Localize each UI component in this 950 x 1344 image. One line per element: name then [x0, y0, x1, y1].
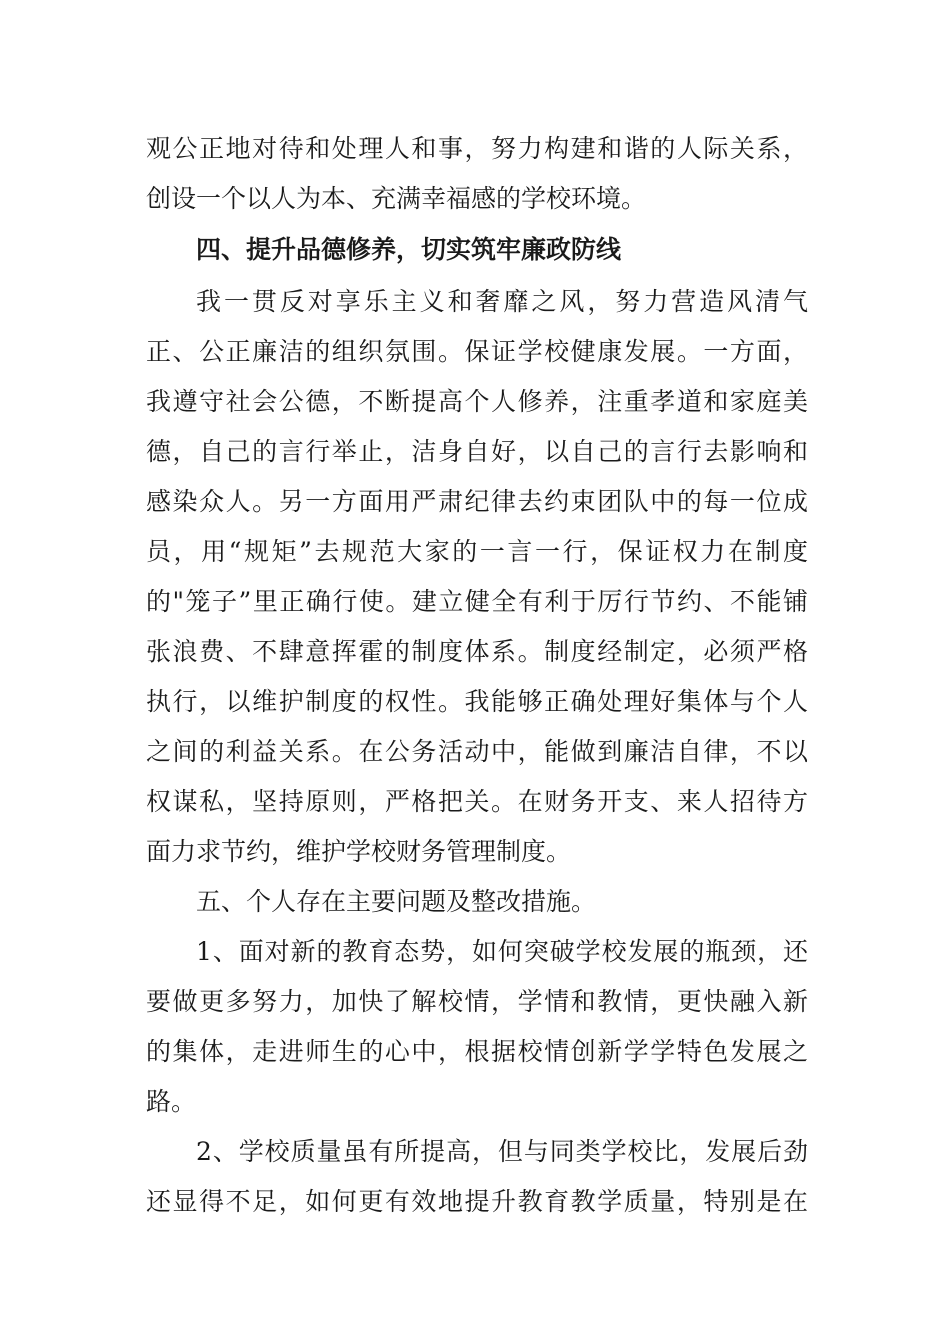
text-line: 还显得不足，如何更有效地提升教育教学质量，特别是在 — [146, 1187, 808, 1216]
text-line: 的"笼子”里正确行使。建立健全有利于厉行节约、不能铺 — [146, 587, 808, 616]
text-line: 2、学校质量虽有所提高，但与同类学校比，发展后劲 — [196, 1137, 808, 1166]
text-line: 执行，以维护制度的权性。我能够正确处理好集体与个人 — [146, 687, 808, 716]
text-line: 之间的利益关系。在公务活动中，能做到廉洁自律，不以 — [146, 737, 808, 766]
text-line: 要做更多努力，加快了解校情，学情和教情，更快融入新 — [146, 987, 808, 1016]
text-line: 张浪费、不肆意挥霍的制度体系。制度经制定，必须严格 — [146, 637, 808, 666]
text-line: 我一贯反对享乐主义和奢靡之风，努力营造风清气 — [196, 287, 808, 316]
section-heading: 四、提升品德修养，切实筑牢廉政防线 — [196, 235, 622, 264]
text-line: 员，用“规矩”去规范大家的一言一行，保证权力在制度 — [146, 537, 808, 566]
text-line: 创设一个以人为本、充满幸福感的学校环境。 — [146, 184, 647, 213]
text-line: 面力求节约，维护学校财务管理制度。 — [146, 837, 572, 866]
text-line: 我遵守社会公德，不断提高个人修养，注重孝道和家庭美 — [146, 387, 808, 416]
text-line: 观公正地对待和处理人和事，努力构建和谐的人际关系， — [146, 134, 808, 163]
text-line: 的集体，走进师生的心中，根据校情创新学学特色发展之 — [146, 1037, 808, 1066]
text-line: 德，自己的言行举止，洁身自好，以自己的言行去影响和 — [146, 437, 808, 466]
text-line: 1、面对新的教育态势，如何突破学校发展的瓶颈，还 — [196, 937, 808, 966]
text-line: 路。 — [146, 1087, 197, 1116]
text-line: 正、公正廉洁的组织氛围。保证学校健康发展。一方面， — [146, 337, 808, 366]
text-line: 权谋私，坚持原则，严格把关。在财务开支、来人招待方 — [146, 787, 808, 816]
section-subheading: 五、个人存在主要问题及整改措施。 — [196, 887, 597, 916]
text-line: 感染众人。另一方面用严肃纪律去约束团队中的每一位成 — [146, 487, 808, 516]
